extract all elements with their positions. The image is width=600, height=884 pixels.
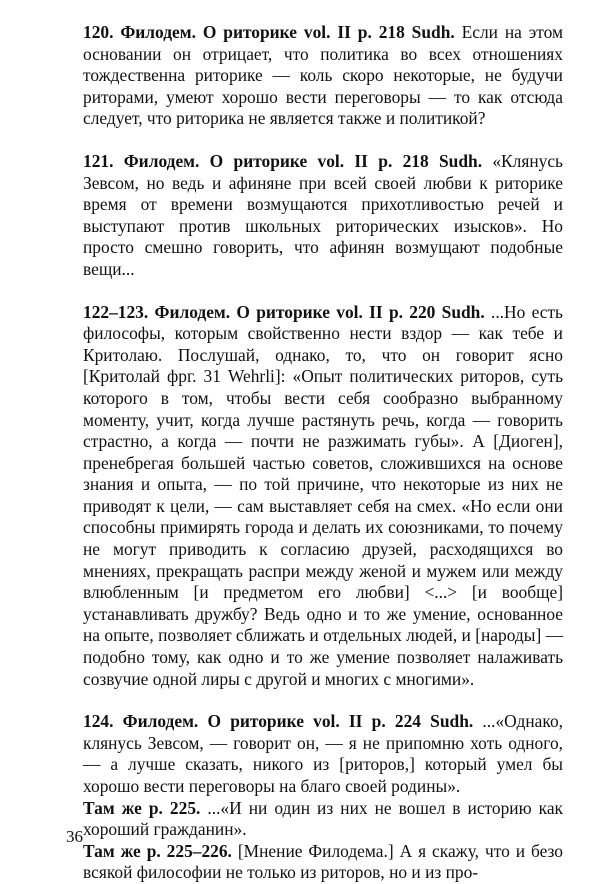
fragment-text: ...«И ни один из них не вошел в историю как хороший гражданин». [83,797,563,840]
fragment-heading: Там же p. 225. [83,797,201,818]
page-number: 36 [66,827,83,846]
fragment-text: Если на этом основании он отрицает, что политика во всех отношениях тождественна риторике — коль скоро некоторые, не будучи риторами, умеют хорошо вести переговоры — то как отсюда следует, что риторика не является также и политикой? [83,22,563,129]
fragment-124 [83,711,563,797]
fragment-heading: 121. Филодем. О риторике vol. II p. 218 Sudh. [83,150,483,171]
fragment-122-123 [83,302,563,691]
fragment-text: «Клянусь Зевсом, но ведь и афиняне при всей своей любви к риторике время от времени возмущаются прихотливостью речей и выступают против школьных риторических изысков». Но просто смешно говорить, что афинян возмущают подобные вещи... [83,150,563,279]
fragment-text: [Мнение Филодема.] А я скажу, что и безо всякой философии не только из риторов, но и из про- [83,840,563,883]
fragment-text: ...Но есть философы, которым свойственно нести вздор — как тебе и Критолаю. Послушай, однако, то, что он говорит ясно [Критолай фрг. 31 Wehrli]: «Опыт политических риторов, суть которого в том, чтобы вести себя сообразно выбранному моменту, учит, когда лучше растянуть речь, когда — говорить страстно, а когда — почти не разжимать губы». А [Диоген], пренебрегая большей частью советов, сложившихся на основе знания и опыта, — по той причине, что некоторые из них не приводят к цели, — сам выставляет себя на смех. «Но если они способны примирять города и делать их союзниками, то почему не могут приводить к согласию друзей, расходящихся во мнениях, прекращать распри между женой и мужем или между влюбленным [и предметом его любви] <...> [и вообще] устанавливать дружбу? Ведь одно и то же умение, основанное на опыте, позволяет сближать и отдельных людей, и [народы] — подобно тому, как одно и то же умение позволяет налаживать созвучие одной лиры с другой и многих с многими». [83,301,563,689]
fragment-text: ...«Однако, клянусь Зевсом, — говорит он, — я не припомню хоть одного, — а лучше сказать, никого из [риторов,] который умел бы хорошо вести переговоры на благо своей родины». [83,711,563,796]
fragment-heading: 120. Филодем. О риторике vol. II p. 218 Sudh. [83,22,455,42]
fragment-124-sub-225 [83,798,563,841]
fragment-heading: 124. Филодем. О риторике vol. II p. 224 Sudh. [83,711,474,732]
fragment-121 [83,151,563,281]
fragment-120 [83,22,563,130]
fragment-heading: 122–123. Филодем. О риторике vol. II p. 220 Sudh. [83,301,485,322]
fragment-heading: Там же p. 225–226. [83,840,232,861]
fragment-124-sub-225-226 [83,841,563,884]
